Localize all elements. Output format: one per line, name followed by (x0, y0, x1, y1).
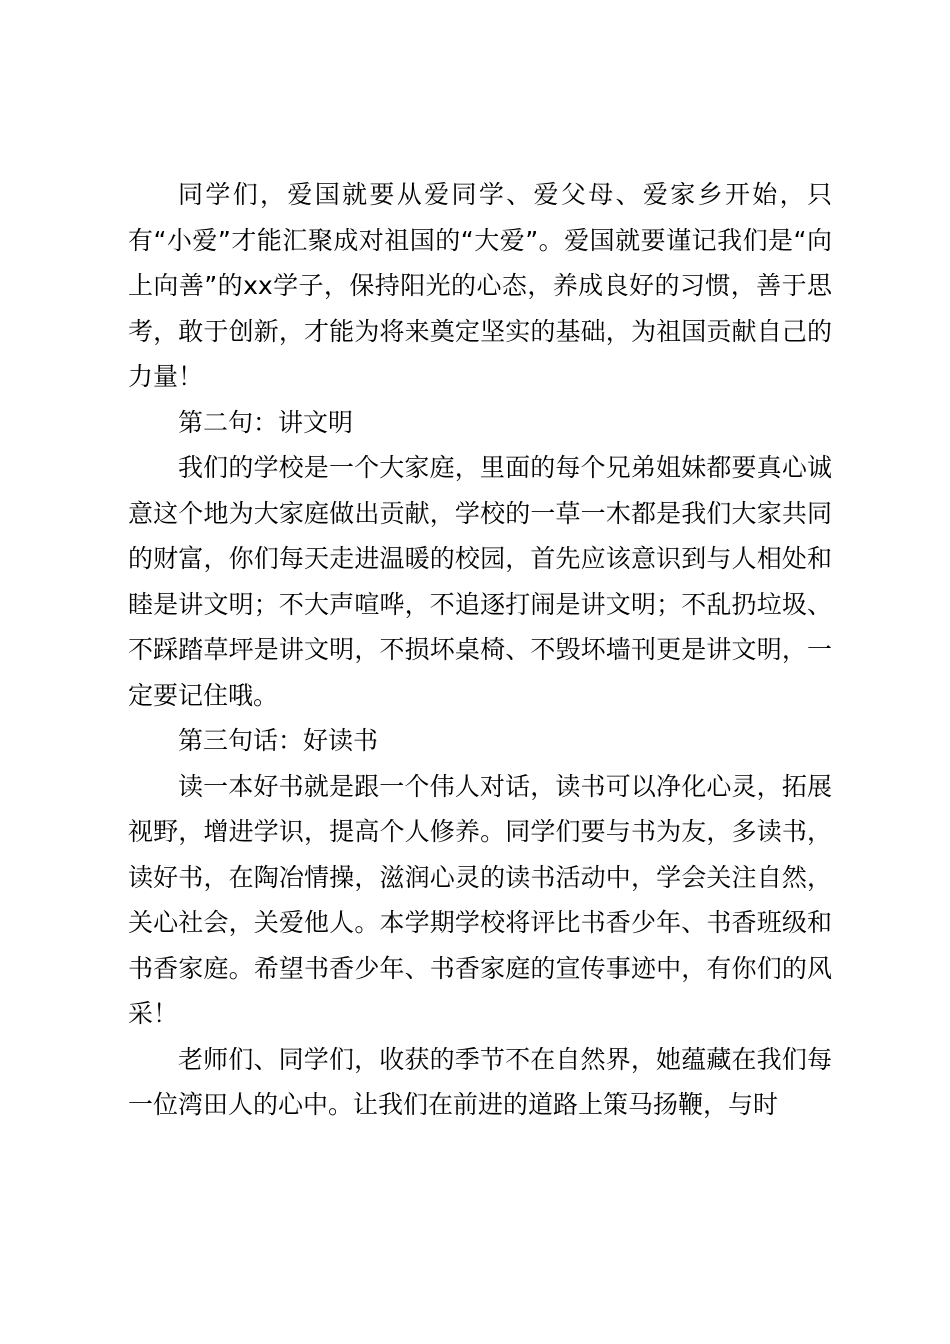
paragraph-patriotism: 同学们，爱国就要从爱同学、爱父母、爱家乡开始，只有“小爱”才能汇聚成对祖国的“大爱”。爱国就要谨记我们是“向上向善”的xx学子，保持阳光的心态，养成良好的习惯，善于思考，敢于创新，才能为将来奠定坚实的基础，为祖国贡献自己的力量！ (128, 180, 832, 391)
paragraph-reading: 读一本好书就是跟一个伟人对话，读书可以净化心灵，拓展视野，增进学识，提高个人修养。同学们要与书为友，多读书，读好书，在陶冶情操，滋润心灵的读书活动中，学会关注自然，关心社会，关爱他人。本学期学校将评比书香少年、书香班级和书香家庭。希望书香少年、书香家庭的宣传事迹中，有你们的风采！ (128, 771, 832, 1028)
body-text (128, 172, 832, 1128)
paragraph-closing: 老师们、同学们，收获的季节不在自然界，她蕴藏在我们每一位湾田人的心中。让我们在前进的道路上策马扬鞭，与时 (128, 1044, 832, 1119)
heading-second-sentence: 第二句：讲文明 (178, 407, 354, 437)
heading-third-sentence: 第三句话：好读书 (178, 726, 379, 755)
paragraph-civility: 我们的学校是一个大家庭，里面的每个兄弟姐妹都要真心诚意这个地为大家庭做出贡献，学校的一草一木都是我们大家共同的财富，你们每天走进温暖的校园，首先应该意识到与人相处和睦是讲文明；不大声喧哗，不追逐打闹是讲文明；不乱扔垃圾、不踩踏草坪是讲文明，不损坏桌椅、不毁坏墙刊更是讲文明，一定要记住哦。 (128, 453, 832, 710)
